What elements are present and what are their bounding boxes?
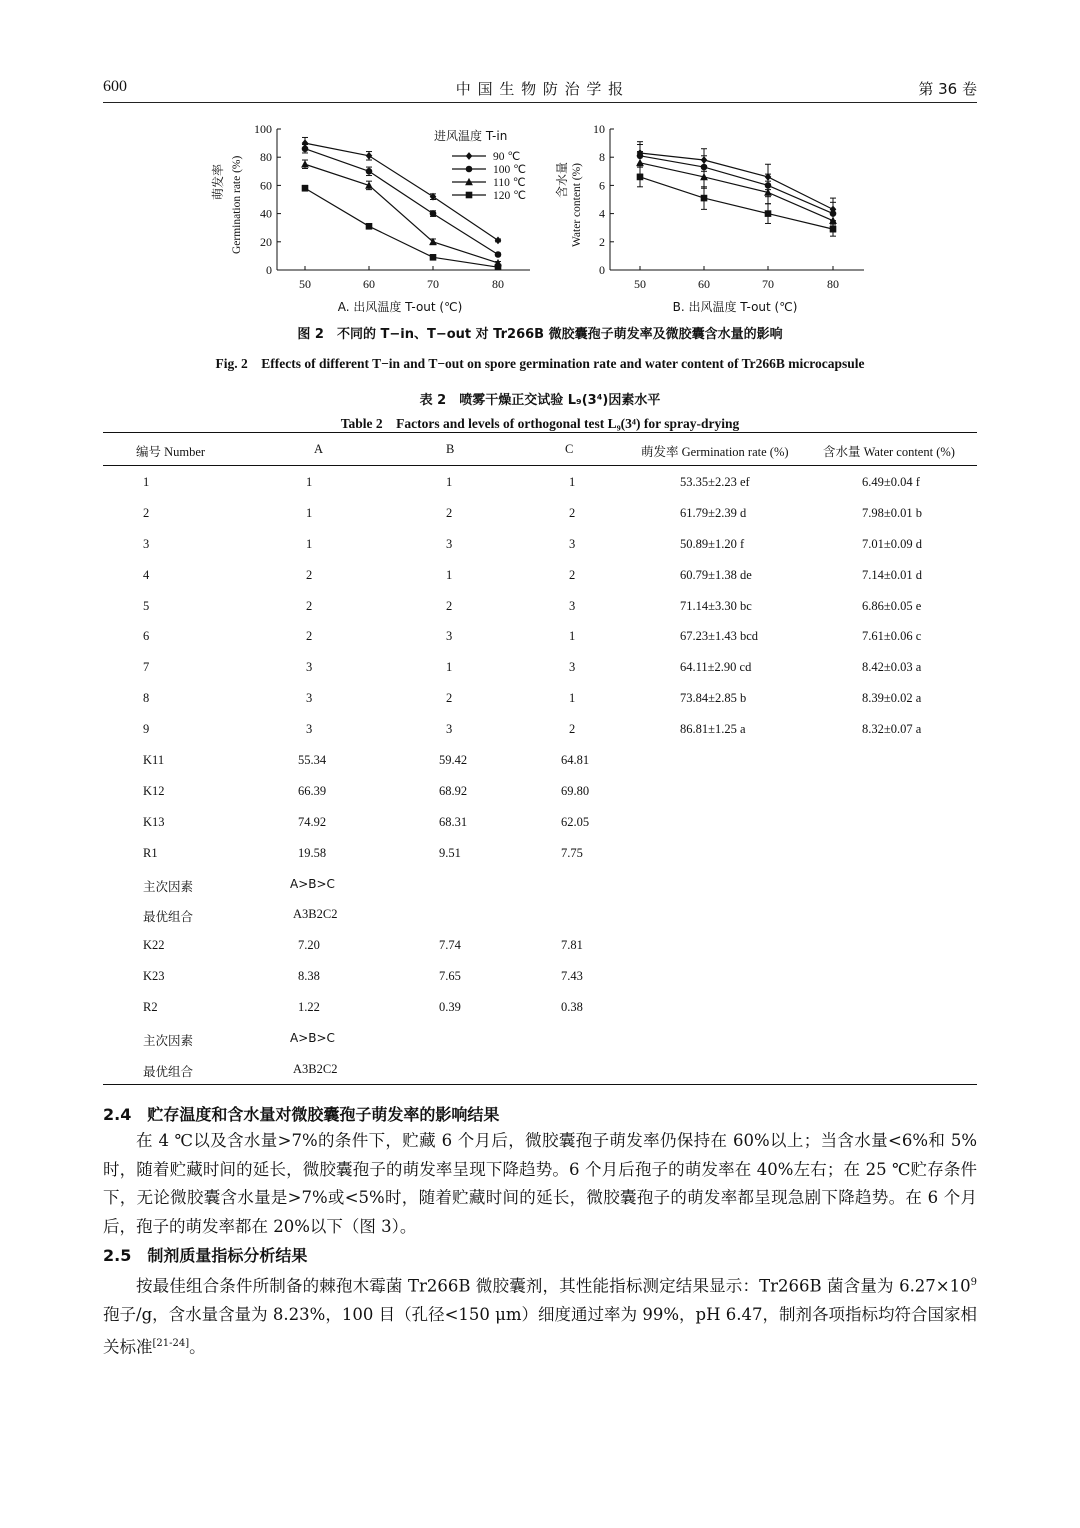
data-point xyxy=(636,159,644,166)
th-water: 含水量 Water content (%) xyxy=(823,445,955,459)
data-point xyxy=(430,210,437,217)
cell-b: 1 xyxy=(446,475,453,489)
panel-a-xlabel: A. 出风温度 T-out (℃) xyxy=(337,300,463,314)
cell-c: 7.75 xyxy=(561,845,583,860)
series-line xyxy=(305,149,498,255)
data-point xyxy=(495,264,502,271)
y-tick-label: 100 xyxy=(254,122,272,136)
cell-c: 69.80 xyxy=(561,783,590,798)
x-tick-label: 70 xyxy=(427,277,439,291)
cell-a: A>B>C xyxy=(290,1031,335,1046)
cell-c: 2 xyxy=(569,505,576,520)
cell-water: 6.86±0.05 e xyxy=(862,598,922,613)
cell-a: 1 xyxy=(306,536,313,551)
cell-germination: 67.23±1.43 bcd xyxy=(680,629,759,644)
cell-a: 2 xyxy=(306,567,313,582)
legend-title: 进风温度 T-in xyxy=(434,129,508,143)
y-tick-label: 10 xyxy=(593,122,605,136)
cell-number: 6 xyxy=(143,629,150,644)
cell-number: 主次因素 xyxy=(143,878,194,894)
section-2-4-text: 在 4 ℃以及含水量>7%的条件下，贮藏 6 个月后，微胶囊孢子萌发率仍保持在 60%以上；当含水量<6%和 5%时，随着贮藏时间的延长，微胶囊孢子的萌发率呈现下降趋势。6 个月后孢子的萌发率在 40%左右；在 25 ℃贮存条件下，无论微胶囊含水量是>7%或<5%时，随着贮藏时间的延长，微胶囊孢子的萌发率都呈现急剧下降趋势。在 6 个月后，孢子的萌发率都在 20%以下（图 3）。 xyxy=(103,1131,977,1236)
table-row xyxy=(103,466,977,497)
cell-b: 0.39 xyxy=(439,1000,461,1015)
panel-a xyxy=(210,122,530,314)
volume-label: 第 36 卷 xyxy=(918,80,977,98)
cell-number: K22 xyxy=(143,938,165,953)
table-body xyxy=(103,466,977,1084)
data-point xyxy=(366,168,373,175)
cell-b: 7.65 xyxy=(439,969,461,984)
cell-number: 2 xyxy=(143,505,150,520)
section-2-5-text-a: 按最佳组合条件所制备的棘孢木霉菌 Tr266B 微胶囊剂，其性能指标测定结果显示：Tr266B 菌含量为 6.27×10 xyxy=(136,1276,971,1296)
data-point xyxy=(430,254,437,261)
panel-a-ylabel-cn: 萌发率 xyxy=(211,163,225,200)
table-row xyxy=(103,1022,977,1053)
cell-c: 2 xyxy=(569,722,576,737)
cell-a: A3B2C2 xyxy=(293,907,338,922)
th-number: 编号 Number xyxy=(136,445,206,459)
cell-a: 1 xyxy=(306,505,313,520)
exponent: 9 xyxy=(970,1277,977,1288)
cell-water: 7.01±0.09 d xyxy=(862,536,922,551)
panel-b-ylabel-cn: 含水量 xyxy=(555,161,569,198)
cell-number: 9 xyxy=(143,722,150,737)
section-2-4-body xyxy=(103,1127,977,1241)
x-tick-label: 70 xyxy=(762,277,774,291)
reference-citation: [21-24] xyxy=(152,1337,190,1349)
cell-number: K13 xyxy=(143,814,165,829)
cell-number: 主次因素 xyxy=(143,1033,194,1049)
panel-b-ylabel-en: Water content (%) xyxy=(571,162,583,247)
cell-b: 3 xyxy=(446,536,453,551)
legend-label: 100 ℃ xyxy=(493,164,527,176)
cell-a: A3B2C2 xyxy=(293,1061,338,1076)
y-tick-label: 8 xyxy=(599,150,605,165)
table-row xyxy=(103,806,977,837)
cell-number: K12 xyxy=(143,783,165,798)
figure-caption-cn: 图 2 不同的 T−in、T−out 对 Tr266B 微胶囊孢子萌发率及微胶囊含水量的影响 xyxy=(297,327,783,342)
cell-a: 55.34 xyxy=(298,753,327,768)
data-point xyxy=(495,251,502,258)
journal-title: 中 国 生 物 防 治 学 报 xyxy=(455,80,625,98)
cell-b: 3 xyxy=(446,629,453,644)
table-row xyxy=(103,960,977,991)
cell-germination: 73.84±2.85 b xyxy=(680,691,747,706)
cell-water: 8.32±0.07 a xyxy=(862,722,922,737)
table-title-cn: 表 2 喷雾干燥正交试验 L₉(3⁴)因素水平 xyxy=(419,393,661,408)
data-point xyxy=(701,195,708,202)
legend-label: 110 ℃ xyxy=(493,177,526,189)
cell-number: 5 xyxy=(143,598,150,613)
x-tick-label: 80 xyxy=(827,277,839,291)
panel-a-ylabel-en: Germination rate (%) xyxy=(231,155,243,254)
cell-germination: 61.79±2.39 d xyxy=(680,505,747,520)
cell-b: 2 xyxy=(446,505,453,520)
data-point xyxy=(637,174,644,181)
cell-number: K11 xyxy=(143,753,165,768)
cell-a: 2 xyxy=(306,629,313,644)
table-row xyxy=(103,1053,977,1084)
panel-a-legend xyxy=(434,128,526,202)
cell-water: 7.98±0.01 b xyxy=(862,505,922,520)
table-row xyxy=(103,497,977,528)
cell-c: 2 xyxy=(569,567,576,582)
cell-a: 7.20 xyxy=(298,938,320,953)
panel-b-xlabel: B. 出风温度 T-out (℃) xyxy=(672,300,798,314)
cell-germination: 64.11±2.90 cd xyxy=(680,660,752,675)
cell-b: 68.92 xyxy=(439,783,468,798)
data-point xyxy=(301,160,309,167)
table-row xyxy=(103,651,977,682)
table-row xyxy=(103,713,977,744)
th-germination: 萌发率 Germination rate (%) xyxy=(641,445,789,459)
figure-2 xyxy=(0,110,1080,325)
cell-a: 74.92 xyxy=(298,814,327,829)
data-point xyxy=(302,145,309,152)
x-tick-label: 50 xyxy=(634,277,646,291)
x-tick-label: 80 xyxy=(492,277,504,291)
cell-c: 7.81 xyxy=(561,938,583,953)
y-tick-label: 80 xyxy=(260,150,272,165)
legend-label: 120 ℃ xyxy=(493,190,527,202)
data-point xyxy=(366,152,373,160)
cell-a: 3 xyxy=(306,660,313,675)
cell-germination: 86.81±1.25 a xyxy=(680,722,746,737)
cell-b: 7.74 xyxy=(439,938,461,953)
cell-b: 2 xyxy=(446,598,453,613)
table-header-row xyxy=(103,433,977,466)
section-2-5-body xyxy=(103,1269,977,1362)
y-tick-label: 6 xyxy=(599,178,605,193)
cell-c: 62.05 xyxy=(561,814,590,829)
cell-number: 最优组合 xyxy=(143,1063,194,1079)
section-2-5-end: 。 xyxy=(189,1337,206,1357)
cell-c: 0.38 xyxy=(561,1000,583,1015)
y-tick-label: 2 xyxy=(599,234,605,249)
table-row xyxy=(103,528,977,559)
section-2-5-text-b: 孢子/g，含水量含量为 8.23%，100 目（孔径<150 μm）细度通过率为 99%，pH 6.47，制剂各项指标均符合国家相关标准 xyxy=(103,1305,977,1357)
cell-water: 7.14±0.01 d xyxy=(862,567,922,582)
cell-a: 3 xyxy=(306,722,313,737)
table-row xyxy=(103,775,977,806)
cell-b: 9.51 xyxy=(439,845,461,860)
cell-a: 66.39 xyxy=(298,783,327,798)
cell-c: 3 xyxy=(569,660,576,675)
y-tick-label: 20 xyxy=(260,234,272,249)
data-point xyxy=(302,185,309,192)
table-row xyxy=(103,620,977,651)
table-row xyxy=(103,744,977,775)
th-b: B xyxy=(446,442,455,456)
page-header xyxy=(103,76,977,103)
cell-b: 1 xyxy=(446,567,453,582)
cell-number: 1 xyxy=(143,475,150,489)
y-tick-label: 4 xyxy=(599,206,605,221)
cell-number: 7 xyxy=(143,660,150,675)
cell-germination: 50.89±1.20 f xyxy=(680,536,745,551)
cell-germination: 60.79±1.38 de xyxy=(680,567,752,582)
cell-b: 1 xyxy=(446,660,453,675)
th-c: C xyxy=(565,442,574,456)
legend-marker xyxy=(466,192,473,199)
cell-a: 8.38 xyxy=(298,969,320,984)
cell-c: 1 xyxy=(569,691,576,706)
cell-c: 3 xyxy=(569,598,576,613)
series-line xyxy=(305,188,498,267)
cell-number: 最优组合 xyxy=(143,909,194,925)
table-row xyxy=(103,991,977,1022)
legend-marker xyxy=(466,166,473,173)
legend-label: 90 ℃ xyxy=(493,151,521,163)
cell-number: 8 xyxy=(143,691,150,706)
section-2-5-heading: 2.5 制剂质量指标分析结果 xyxy=(103,1246,308,1265)
data-point xyxy=(765,210,772,217)
cell-a: 2 xyxy=(306,598,313,613)
cell-number: 4 xyxy=(143,567,150,582)
cell-water: 8.42±0.03 a xyxy=(862,660,922,675)
th-a: A xyxy=(314,442,324,456)
table-row xyxy=(103,837,977,868)
data-point xyxy=(830,226,837,233)
table-title-en: Table 2 Factors and levels of orthogonal test L₉(3⁴) for spray-drying xyxy=(340,416,740,431)
cell-c: 1 xyxy=(569,475,576,489)
data-point xyxy=(495,236,502,244)
y-tick-label: 60 xyxy=(260,178,272,193)
cell-number: R2 xyxy=(143,1000,158,1015)
cell-c: 7.43 xyxy=(561,969,583,984)
x-tick-label: 50 xyxy=(299,277,311,291)
cell-b: 68.31 xyxy=(439,814,468,829)
data-point xyxy=(366,223,373,230)
cell-a: 1.22 xyxy=(298,1000,320,1015)
cell-b: 59.42 xyxy=(439,753,468,768)
cell-b: 2 xyxy=(446,691,453,706)
y-tick-label: 0 xyxy=(266,263,272,277)
cell-water: 8.39±0.02 a xyxy=(862,691,922,706)
table-row xyxy=(103,590,977,621)
panel-b xyxy=(554,122,864,314)
table-row xyxy=(103,898,977,929)
cell-water: 6.49±0.04 f xyxy=(862,475,920,489)
x-tick-label: 60 xyxy=(698,277,710,291)
cell-a: A>B>C xyxy=(290,876,335,891)
cell-number: K23 xyxy=(143,969,165,984)
y-tick-label: 0 xyxy=(599,263,605,277)
cell-a: 3 xyxy=(306,691,313,706)
table-row xyxy=(103,682,977,713)
cell-water: 7.61±0.06 c xyxy=(862,629,922,644)
table-row xyxy=(103,929,977,960)
page-number: 600 xyxy=(103,78,127,95)
cell-number: 3 xyxy=(143,536,150,551)
cell-a: 1 xyxy=(306,475,313,489)
orthogonal-table xyxy=(103,432,977,1085)
legend-marker xyxy=(466,152,473,160)
table-row xyxy=(103,559,977,590)
cell-number: R1 xyxy=(143,845,158,860)
cell-c: 64.81 xyxy=(561,753,590,768)
x-tick-label: 60 xyxy=(363,277,375,291)
cell-germination: 71.14±3.30 bc xyxy=(680,598,752,613)
y-tick-label: 40 xyxy=(260,206,272,221)
cell-a: 19.58 xyxy=(298,845,327,860)
cell-b: 3 xyxy=(446,722,453,737)
table-row xyxy=(103,868,977,899)
cell-germination: 53.35±2.23 ef xyxy=(680,475,750,489)
section-2-4-heading: 2.4 贮存温度和含水量对微胶囊孢子萌发率的影响结果 xyxy=(103,1105,500,1124)
cell-c: 1 xyxy=(569,629,576,644)
series-line xyxy=(640,163,833,221)
figure-caption-en: Fig. 2 Effects of different T−in and T−out on spore germination rate and water content of Tr266B microcapsule xyxy=(215,356,865,371)
cell-c: 3 xyxy=(569,536,576,551)
